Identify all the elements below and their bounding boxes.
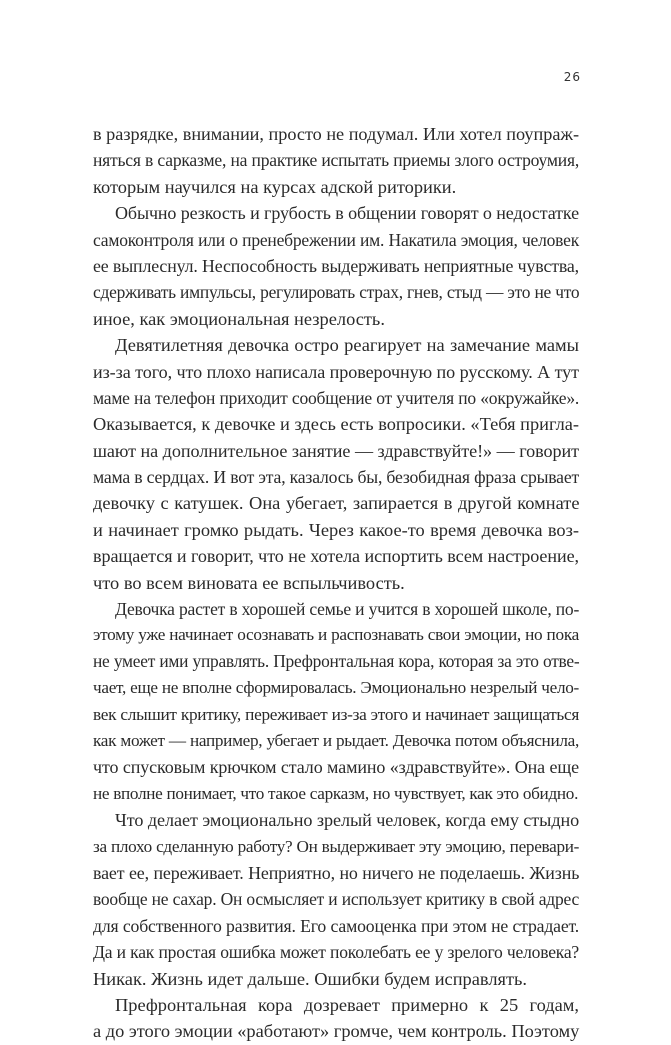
text-line: вает ее, переживает. Неприятно, но ничего не поделаешь. Жизнь — [93, 862, 580, 883]
text-line: Девятилетняя девочка остро реагирует на замечание мамы — [115, 335, 579, 356]
text-line: сдерживать импульсы, регулировать страх, гнев, стыд — это не что — [93, 282, 580, 303]
text-line: этому уже начинает осознавать и распознавать свои эмоции, но пока — [93, 625, 579, 645]
text-line: мама в сердцах. И вот эта, казалось бы, безобидная фраза срывает — [93, 467, 579, 488]
text-line: Обычно резкость и грубость в общении говорят о недостатке — [115, 203, 579, 224]
text-line: в разрядке, внимании, просто не подумал. Или хотел поупраж- — [93, 124, 579, 144]
text-line: вообще не сахар. Он осмысляет и использует критику в свой адрес — [93, 889, 579, 910]
page-number: 26 — [563, 70, 581, 84]
text-line: Оказывается, к девочке и здесь есть вопросики. «Тебя пригла- — [93, 414, 579, 435]
text-line: девочку с катушек. Она убегает, запирается в другой комнате — [93, 493, 580, 514]
text-line: Девочка растет в хорошей семье и учится в хорошей школе, по- — [115, 599, 580, 620]
text-line: за плохо сделанную работу? Он выдерживает эту эмоцию, перевари- — [93, 836, 580, 856]
text-line: ее выплеснул. Неспособность выдерживать неприятные чувства, — [93, 255, 579, 276]
text-line: что во всем виновата ее вспыльчивость. — [93, 572, 405, 593]
text-line: Что делает эмоционально зрелый человек, когда ему стыдно — [115, 810, 580, 831]
text-line: шают на дополнительное занятие — здравствуйте!» — говорит — [93, 440, 579, 461]
text-line: не умеет ими управлять. Префронтальная кора, которая за это отве- — [93, 651, 580, 671]
text-line: а до этого эмоции «работают» громче, чем контроль. Поэтому — [93, 1021, 580, 1042]
text-line: что спусковым крючком стало мамино «здравствуйте». Она еще — [93, 757, 579, 778]
text-line: Никак. Жизнь идет дальше. Ошибки будем исправлять. — [93, 968, 528, 989]
text-line: и начинает громко рыдать. Через какое-то время девочка воз- — [93, 519, 579, 540]
text-line: иное, как эмоциональная незрелость. — [93, 308, 385, 329]
text-line: не вполне понимает, что такое сарказм, но чувствует, как это обидно. — [93, 783, 579, 803]
text-line: Да и как простая ошибка может поколебать ее у зрелого человека? — [93, 942, 579, 963]
text-line: из-за того, что плохо написала проверочную по русскому. А тут — [93, 361, 579, 382]
text-line: няться в сарказме, на практике испытать приемы злого остроумия, — [93, 150, 579, 171]
body-text — [93, 121, 579, 1045]
text-line: которым научился на курсах адской риторики. — [93, 176, 457, 197]
text-line: маме на телефон приходит сообщение от учителя по «окружайке». — [93, 387, 580, 408]
text-line: как может — например, убегает и рыдает. Девочка потом объяснила, — [93, 730, 579, 750]
text-line: чает, еще не вполне сформировалась. Эмоционально незрелый чело- — [93, 678, 579, 698]
text-line: самоконтроля или о пренебрежении им. Накатила эмоция, человек — [93, 229, 579, 250]
text-line: Префронтальная кора дозревает примерно к 25 годам, — [115, 994, 579, 1015]
text-line: для собственного развития. Его самооценка при этом не страдает. — [93, 915, 579, 936]
text-line: вращается и говорит, что не хотела испортить всем настроение, — [93, 546, 579, 567]
text-line: век слышит критику, переживает из-за этого и начинает защищаться — [93, 704, 579, 724]
